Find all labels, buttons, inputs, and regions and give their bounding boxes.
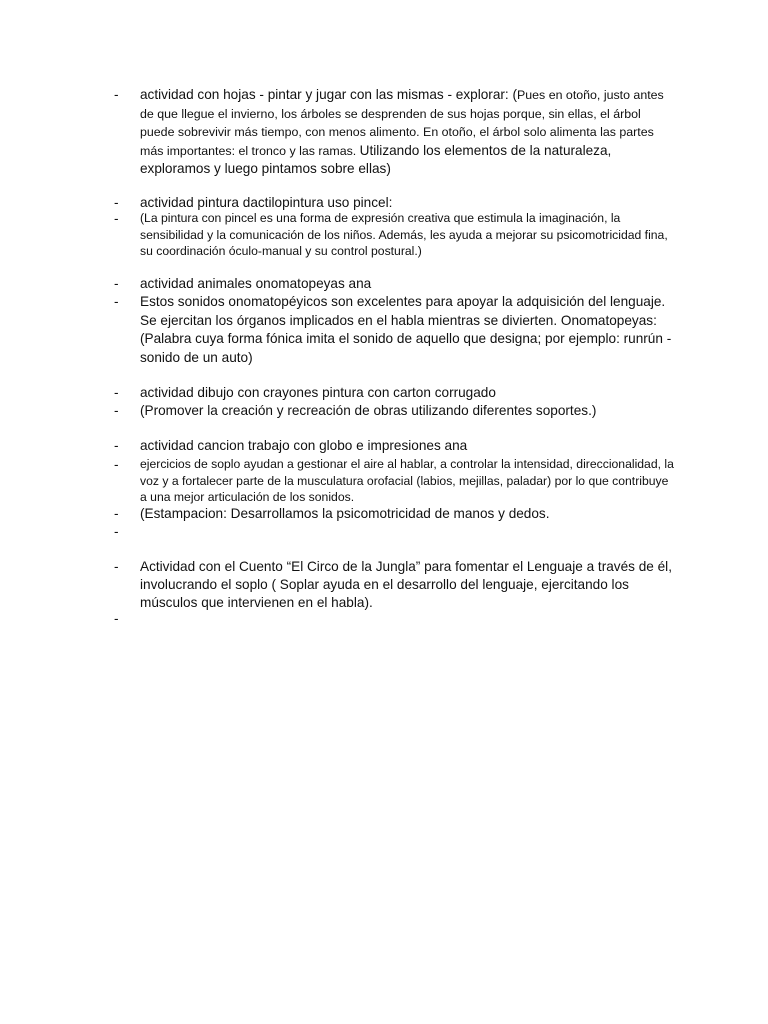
list-dash: - xyxy=(114,211,119,226)
list-item-text xyxy=(140,86,674,179)
list-dash: - xyxy=(114,457,119,472)
list-item xyxy=(114,437,674,455)
list-item-text-tail: Utilizando los elementos de la naturaleza, exploramos y luego pintamos sobre ellas) xyxy=(140,142,612,176)
list-dash: - xyxy=(114,87,119,102)
list-dash: - xyxy=(114,524,119,539)
list-item-text: (La pintura con pincel es una forma de expresión creativa que estimula la imaginación, la sensibilidad y la comunicación de los niños. Además, les ayuda a mejorar su psicomotricidad fina, su coordinación óculo-manual y su control postural.) xyxy=(140,211,668,258)
list-item xyxy=(114,610,674,628)
list-item-text: actividad animales onomatopeyas ana xyxy=(140,276,372,291)
list-dash: - xyxy=(114,195,119,210)
list-item xyxy=(114,384,674,402)
list-item-text: (Estampacion: Desarrollamos la psicomotricidad de manos y dedos. xyxy=(140,506,550,521)
list-item-text-quote: Pues en otoño, justo antes de que llegue el invierno, los árboles se desprenden de sus hojas porque, sin ellas, el árbol puede sobrevivir más tiempo, con menos alimento. En otoño, el árbol solo alimenta las partes más importantes: el tronco y las ramas. xyxy=(140,88,664,158)
list-dash: - xyxy=(114,438,119,453)
list-item xyxy=(114,275,674,293)
list-dash: - xyxy=(114,506,119,521)
list-dash: - xyxy=(114,559,119,574)
list-item xyxy=(114,210,674,260)
list-item-text: (Promover la creación y recreación de obras utilizando diferentes soportes.) xyxy=(140,403,597,418)
list-item xyxy=(114,558,674,612)
list-item-text-lead: actividad con hojas - pintar y jugar con las mismas - explorar: ( xyxy=(140,87,518,102)
list-item-text: Estos sonidos onomatopéyicos son excelentes para apoyar la adquisición del lenguaje. Se ejercitan los órganos implicados en el habla mientras se divierten. Onomatopeyas:(Palabra cuya forma fónica imita el sonido de aquello que designa; por ejemplo: runrún -sonido de un auto) xyxy=(140,294,672,366)
list-dash: - xyxy=(114,403,119,418)
list-item xyxy=(114,456,674,506)
list-dash: - xyxy=(114,611,119,626)
list-item xyxy=(114,86,674,179)
list-item xyxy=(114,505,674,523)
list-item xyxy=(114,293,674,368)
list-item xyxy=(114,523,674,541)
list-dash: - xyxy=(114,294,119,309)
list-item-text: actividad dibujo con crayones pintura con carton corrugado xyxy=(140,385,496,400)
list-item-text: Actividad con el Cuento “El Circo de la Jungla” para fomentar el Lenguaje a través de él, involucrando el soplo ( Soplar ayuda en el desarrollo del lenguaje, ejercitando los músculos que intervienen en el habla). xyxy=(140,559,672,610)
list-dash: - xyxy=(114,385,119,400)
list-item xyxy=(114,402,674,420)
list-item-text: actividad pintura dactilopintura uso pincel: xyxy=(140,195,393,210)
list-item-text: actividad cancion trabajo con globo e impresiones ana xyxy=(140,438,468,453)
list-item-text: ejercicios de soplo ayudan a gestionar el aire al hablar, a controlar la intensidad, direccionalidad, la voz y a fortalecer parte de la musculatura orofacial (labios, mejillas, paladar) por lo que contribuye a una mejor articulación de los sonidos. xyxy=(140,457,674,504)
list-dash: - xyxy=(114,276,119,291)
